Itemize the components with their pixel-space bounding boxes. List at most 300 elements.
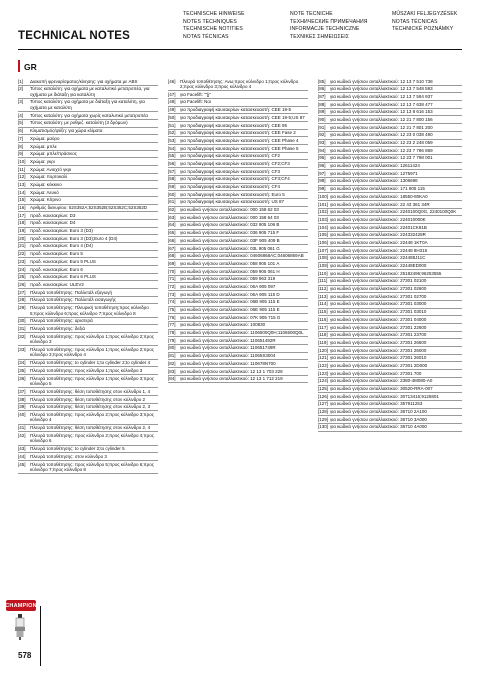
champion-logo bbox=[6, 600, 36, 611]
page-number: 578 bbox=[18, 651, 32, 660]
note-text: για κωδικό γνήσιου ανταλλακτικού: 2380-4M080-A0 bbox=[330, 378, 433, 384]
note-row bbox=[168, 91, 308, 99]
note-text: για κωδικό γνήσιου ανταλλακτικού: 224332428R bbox=[330, 232, 426, 238]
note-row bbox=[168, 176, 308, 184]
note-row bbox=[168, 360, 308, 368]
note-text: για κωδικό γνήσιου ανταλλακτικού: 110651492R bbox=[180, 337, 276, 343]
note-text: προδ. καυσαερίων: Euro 6 PLUS bbox=[30, 274, 96, 280]
note-text: για κωδικό γνήσιου ανταλλακτικού: 12 23 7 798 001 bbox=[330, 155, 433, 161]
note-text: προδ. καυσαερίων: ULEV2 bbox=[30, 281, 84, 287]
note-row bbox=[318, 101, 462, 109]
note-text: για κωδικό γνήσιου ανταλλακτικού: 06E 905 115 E bbox=[180, 307, 280, 313]
note-number: [25] bbox=[18, 274, 26, 280]
note-text: για προδιαγραφή καυσαερίων κατασκευαστή: CEE Phase 5 bbox=[180, 145, 299, 151]
note-number: [51] bbox=[168, 122, 176, 128]
note-number: [110] bbox=[318, 270, 328, 276]
note-number: [111] bbox=[318, 278, 328, 284]
note-number: [74] bbox=[168, 299, 176, 305]
note-row bbox=[18, 99, 158, 112]
note-text: Πλευρά τοποθέτησης: Παλλετάλ εισαγωγής bbox=[30, 297, 117, 303]
note-number: [22] bbox=[18, 251, 26, 257]
note-text: για κωδικό γνήσιου ανταλλακτικού: 36710 4A000 bbox=[330, 424, 427, 430]
note-row bbox=[318, 386, 462, 394]
note-number: [75] bbox=[168, 307, 176, 313]
note-text: για κωδικό γνήσιου ανταλλακτικού: 25182496;96253555 bbox=[330, 270, 442, 276]
note-row bbox=[318, 370, 462, 378]
note-number: [10] bbox=[18, 158, 26, 164]
note-text: Τύπος καταλύτη: για οχήματα χωρίς καταλυτικό μετατροπέα bbox=[30, 112, 148, 118]
note-row bbox=[168, 214, 308, 222]
note-number: [20] bbox=[18, 235, 26, 241]
language-code: GR bbox=[24, 62, 37, 72]
note-text: για κωδικό γνήσιου ανταλλακτικού: 12 21 7 800 156 bbox=[330, 116, 433, 122]
note-number: [91] bbox=[318, 124, 326, 130]
note-number: [30] bbox=[18, 318, 26, 324]
note-text: για προδιαγραφή καυσαερίων κατασκευαστή: CF3 bbox=[180, 168, 280, 174]
note-row bbox=[318, 309, 462, 317]
note-number: [33] bbox=[18, 346, 26, 352]
note-text: για κωδικό γνήσιου ανταλλακτικού: 27301 26010 bbox=[330, 355, 427, 361]
note-number: [39] bbox=[18, 404, 26, 410]
note-number: [99] bbox=[318, 186, 326, 192]
note-text: για κωδικό γνήσιου ανταλλακτικού: 03F 905 409 B bbox=[180, 237, 280, 243]
note-row bbox=[18, 404, 158, 412]
note-row bbox=[168, 160, 308, 168]
note-text: για κωδικό γνήσιου ανταλλακτικού: 18550-80KA0 bbox=[330, 193, 428, 199]
note-number: [108] bbox=[318, 255, 329, 261]
note-number: [36] bbox=[18, 375, 26, 381]
note-number: [55] bbox=[168, 153, 176, 159]
note-row bbox=[18, 166, 158, 174]
note-row bbox=[168, 130, 308, 138]
note-number: [89] bbox=[318, 109, 326, 115]
note-number: [66] bbox=[168, 237, 176, 243]
note-text: προδ. καυσαερίων: Euro 4 (D4) bbox=[30, 243, 93, 249]
note-number: [57] bbox=[168, 168, 176, 174]
note-row bbox=[318, 78, 462, 86]
note-row bbox=[168, 245, 308, 253]
note-text: Πλευρά τοποθέτησης: Ανω;προς κύλινδρο 1;προς κύλινδρο 2;προς κύλινδρο 3;προς κύλινδρο 4 bbox=[180, 78, 299, 90]
note-number: [64] bbox=[168, 222, 176, 228]
note-text: για κωδικό γνήσιου ανταλλακτικού: 30520-RRA-007 bbox=[330, 386, 433, 391]
note-text: για προδιαγραφή καυσαερίων κατασκευαστή: US 87 bbox=[180, 199, 284, 205]
note-number: [62] bbox=[168, 207, 176, 213]
note-number: [95] bbox=[318, 155, 326, 161]
note-row bbox=[318, 278, 462, 286]
note-number: [127] bbox=[318, 401, 329, 407]
note-text: για κωδικό γνήσιου ανταλλακτικού: 06B 905 115 E bbox=[180, 299, 280, 305]
note-row bbox=[18, 346, 158, 359]
note-row bbox=[168, 107, 308, 115]
note-row bbox=[168, 99, 308, 107]
note-row bbox=[318, 362, 462, 370]
note-text: για κωδικό γνήσιου ανταλλακτικού: 27301 26000 bbox=[330, 347, 427, 353]
note-row bbox=[318, 155, 462, 163]
note-row bbox=[168, 237, 308, 245]
note-number: [77] bbox=[168, 322, 176, 328]
note-number: [70] bbox=[168, 268, 176, 274]
header-language-label: INFORMACJE TECHNICZNE bbox=[290, 26, 360, 33]
note-number: [107] bbox=[318, 247, 329, 253]
note-text: για κωδικό γνήσιου ανταλλακτικού: 30713416;9125801 bbox=[330, 393, 439, 399]
note-row bbox=[318, 316, 462, 324]
header-language-label: TECHNISCHE HINWEISE bbox=[183, 11, 245, 17]
note-row bbox=[168, 376, 308, 384]
note-row bbox=[168, 307, 308, 315]
note-row bbox=[318, 255, 462, 263]
note-text: για κωδικό γνήσιου ανταλλακτικού: 22 43 361 34R bbox=[330, 201, 430, 207]
note-row bbox=[18, 360, 158, 368]
note-text: Χρώμα: γκρι bbox=[30, 158, 55, 164]
note-number: [102] bbox=[318, 209, 329, 215]
note-text: για κωδικό γνήσιου ανταλλακτικού: 12 23 7 786 869 bbox=[330, 147, 433, 153]
note-row bbox=[18, 281, 158, 289]
note-text: Πλευρά τοποθέτησης: to cylinder 1;to cylinder 2;to cylinder 4 bbox=[30, 360, 151, 366]
note-row bbox=[318, 93, 462, 101]
note-text: Χρώμα: πορτοκαλί bbox=[30, 174, 68, 180]
note-row bbox=[318, 163, 462, 171]
note-row bbox=[18, 158, 158, 166]
note-number: [112] bbox=[318, 286, 328, 292]
note-row bbox=[168, 207, 308, 215]
note-text: για προδιαγραφή καυσαερίων κατασκευαστή: CEE Fase 2 bbox=[180, 130, 296, 136]
note-text: Πλευρά τοποθέτησης: στον κύλινδρο 3 bbox=[30, 453, 107, 459]
note-row bbox=[18, 432, 158, 445]
note-row bbox=[18, 212, 158, 220]
note-row bbox=[318, 270, 462, 278]
note-number: [117] bbox=[318, 324, 328, 330]
note-text: για κωδικό γνήσιου ανταλλακτικού: 12 13 7 638 477 bbox=[330, 101, 433, 107]
note-number: [1] bbox=[18, 78, 24, 84]
note-text: για κωδικό γνήσιου ανταλλακτικού: 22448 1KT0A bbox=[330, 239, 428, 245]
note-number: [6] bbox=[18, 128, 24, 134]
note-row bbox=[168, 153, 308, 161]
note-number: [128] bbox=[318, 409, 329, 415]
note-number: [124] bbox=[318, 378, 329, 384]
note-text: για Facelift: ""jj" bbox=[180, 91, 211, 97]
note-row bbox=[318, 339, 462, 347]
note-text: προδ. καυσαερίων: Euro 5 bbox=[30, 251, 83, 257]
note-number: [42] bbox=[18, 432, 26, 438]
note-number: [23] bbox=[18, 258, 26, 264]
note-text: για κωδικό γνήσιου ανταλλακτικού: 04606868AC;04606869AB bbox=[180, 253, 304, 259]
note-row bbox=[318, 247, 462, 255]
note-row bbox=[18, 297, 158, 305]
note-row bbox=[318, 263, 462, 271]
note-number: [76] bbox=[168, 314, 176, 320]
note-number: [17] bbox=[18, 212, 26, 218]
note-row bbox=[18, 325, 158, 333]
note-text: για κωδικό γνήσιου ανταλλακτικού: 07K 905 715 G bbox=[180, 314, 281, 320]
note-text: για κωδικό γνήσιου ανταλλακτικού: 224010000K bbox=[330, 216, 426, 222]
note-text: για κωδικό γνήσιου ανταλλακτικού: 06A 905 097 bbox=[180, 283, 276, 289]
note-row bbox=[168, 291, 308, 299]
note-text: Χρώμα: μπλε/πράσινος bbox=[30, 151, 77, 157]
note-row bbox=[318, 132, 462, 140]
note-text: για κωδικό γνήσιου ανταλλακτικού: 27301 03010 bbox=[330, 309, 427, 315]
note-row bbox=[18, 120, 158, 128]
note-row bbox=[168, 314, 308, 322]
note-text: για κωδικό γνήσιου ανταλλακτικού: 059 963 319 bbox=[180, 276, 276, 282]
note-row bbox=[18, 112, 158, 120]
note-text: για κωδικό γνήσιου ανταλλακτικού: 22401CK81B bbox=[330, 224, 427, 230]
note-text: Πλευρά τοποθέτησης: θέση τοποθέτησης στον κύλινδρο 2, 4 bbox=[30, 425, 151, 431]
note-number: [90] bbox=[318, 116, 326, 122]
note-number: [38] bbox=[18, 396, 26, 402]
note-number: [106] bbox=[318, 239, 329, 245]
note-row bbox=[318, 239, 462, 247]
note-text: Χρώμα: Λευκό bbox=[30, 189, 59, 195]
note-number: [119] bbox=[318, 339, 328, 345]
note-text: για κωδικό γνήσιου ανταλλακτικού: 058 905 101 A bbox=[180, 260, 280, 266]
note-row bbox=[18, 151, 158, 159]
note-number: [71] bbox=[168, 276, 176, 282]
note-text: Πλευρά τοποθέτησης: Πλευρική τοποθέτηση;προς κύλινδρο 5;προς κύλινδρο 6;προς κύλινδρο 7;προς κύλινδρο 8 bbox=[30, 304, 149, 316]
note-number: [31] bbox=[18, 325, 26, 331]
note-number: [44] bbox=[18, 453, 26, 459]
note-text: για κωδικό γνήσιου ανταλλακτικού: 12 23 2 248 059 bbox=[330, 140, 433, 145]
note-row bbox=[18, 333, 158, 346]
note-number: [35] bbox=[18, 367, 26, 373]
note-text: Τύπος καταλύτη: για οχήματα με καταλυτικό μετατροπέα, για οχήματα με διάταξη για καταλύτη bbox=[30, 86, 150, 97]
note-text: για κωδικό γνήσιου ανταλλακτικού: 27301 02100 bbox=[330, 278, 427, 284]
note-row bbox=[318, 201, 462, 209]
note-text: προδ. καυσαερίων: D4 bbox=[30, 220, 76, 226]
note-text: Χρώμα: μπλε bbox=[30, 143, 57, 149]
note-text: για προδιαγραφή καυσαερίων κατασκευαστή: CEE 19-5 bbox=[180, 107, 291, 113]
notes-column-1 bbox=[18, 78, 158, 474]
note-row bbox=[18, 289, 158, 297]
note-number: [98] bbox=[318, 178, 326, 184]
brand-name: CHAMPION bbox=[5, 602, 37, 609]
note-number: [5] bbox=[18, 120, 24, 126]
note-row bbox=[318, 140, 462, 148]
note-number: [46] bbox=[168, 78, 176, 84]
note-text: Τύπος καταλύτη: με ρυθμιζ. καταλύτη (3 δρόμων) bbox=[30, 120, 128, 126]
note-number: [45] bbox=[18, 461, 26, 467]
note-number: [83] bbox=[168, 368, 176, 374]
note-row bbox=[18, 266, 158, 274]
note-row bbox=[168, 299, 308, 307]
note-text: για κωδικό γνήσιου ανταλλακτικού: 059 905 061 H bbox=[180, 268, 280, 274]
note-number: [53] bbox=[168, 137, 176, 143]
note-row bbox=[18, 220, 158, 228]
note-row bbox=[18, 375, 158, 388]
note-row bbox=[168, 199, 308, 207]
note-number: [84] bbox=[168, 376, 176, 382]
note-row bbox=[168, 114, 308, 122]
note-number: [3] bbox=[18, 99, 24, 105]
note-text: για κωδικό γνήσιου ανταλλακτικού: 27301 23700 bbox=[330, 332, 427, 338]
note-text: για προδιαγραφή καυσαερίων κατασκευαστή: CF2;CF3 bbox=[180, 160, 290, 166]
note-number: [87] bbox=[318, 93, 326, 99]
note-number: [126] bbox=[318, 393, 329, 399]
note-number: [48] bbox=[168, 99, 176, 105]
note-number: [9] bbox=[18, 151, 24, 157]
footer-divider bbox=[40, 606, 41, 666]
note-text: για κωδικό γνήσιου ανταλλακτικού: 12 13 7 548 593 bbox=[330, 86, 433, 92]
note-text: Χρώμα: Ανοιχτό γκρι bbox=[30, 166, 72, 172]
note-number: [125] bbox=[318, 386, 329, 391]
note-number: [103] bbox=[318, 216, 329, 222]
note-row bbox=[168, 337, 308, 345]
note-row bbox=[318, 216, 462, 224]
note-row bbox=[18, 396, 158, 404]
note-row bbox=[18, 86, 158, 99]
note-number: [130] bbox=[318, 424, 329, 430]
note-number: [92] bbox=[318, 132, 326, 138]
note-row bbox=[18, 453, 158, 461]
note-text: Πλευρά τοποθέτησης: προς κύλινδρο 2;προς κύλινδρο 4;προς κύλινδρο 6 bbox=[30, 432, 154, 444]
note-row bbox=[168, 191, 308, 199]
header-language-label: NOTAS TÉCNICAS bbox=[183, 33, 229, 40]
header-language-label: TECHNICKÉ POZNÁMKY bbox=[392, 26, 454, 33]
note-text: για κωδικό γνήσιου ανταλλακτικού: 12 13 7 594 937 bbox=[330, 93, 433, 99]
note-text: για κωδικό γνήσιου ανταλλακτικού: 224488J11C bbox=[330, 255, 426, 261]
note-text: για προδιαγραφή καυσαερίων κατασκευαστή: CEE 95 bbox=[180, 122, 287, 128]
note-number: [69] bbox=[168, 260, 176, 266]
note-row bbox=[18, 388, 158, 396]
note-text: Πλευρά τοποθέτησης: προς κύλινδρο 1;προς κύλινδρο 2;προς κύλινδρο 3 bbox=[30, 333, 154, 345]
note-text: για κωδικό γνήσιου ανταλλακτικού: 36710 3A000 bbox=[330, 416, 427, 422]
note-text: Πλευρά τοποθέτησης: προς κύλινδρο 5;προς κύλινδρο 6;προς κύλινδρο 7;προς κύλινδρο 8 bbox=[30, 461, 154, 473]
note-row bbox=[168, 322, 308, 330]
note-number: [79] bbox=[168, 337, 176, 343]
note-row bbox=[168, 230, 308, 238]
note-text: για κωδικό γνήσιου ανταλλακτικού: 1106500Q0H;1106500Q0L bbox=[180, 330, 304, 336]
note-text: για κωδικό γνήσιου ανταλλακτικού: 100830 bbox=[180, 322, 266, 328]
note-row bbox=[318, 378, 462, 386]
note-row bbox=[318, 393, 462, 401]
note-row bbox=[318, 224, 462, 232]
note-row bbox=[168, 122, 308, 130]
note-number: [21] bbox=[18, 243, 26, 249]
note-row bbox=[318, 86, 462, 94]
note-text: για κωδικό γνήσιου ανταλλακτικού: 12 13 1 712 219 bbox=[180, 376, 283, 382]
note-text: για κωδικό γνήσιου ανταλλακτικού: 22448ED000 bbox=[330, 263, 427, 268]
note-number: [58] bbox=[168, 176, 176, 182]
note-row bbox=[18, 411, 158, 424]
note-row bbox=[18, 446, 158, 454]
spark-plug-icon bbox=[10, 614, 30, 640]
header-languages-col-3 bbox=[392, 11, 457, 34]
note-number: [109] bbox=[318, 263, 329, 268]
note-number: [65] bbox=[168, 230, 176, 236]
note-text: για κωδικό γνήσιου ανταλλακτικού: 12 13 1 703 228 bbox=[180, 368, 283, 374]
note-row bbox=[168, 222, 308, 230]
note-number: [93] bbox=[318, 140, 326, 145]
note-text: Χρώμα: κόκκινο bbox=[30, 181, 62, 187]
header-language-label: ТЕХНИЧЕСКИЕ ПРИМЕЧАНИЯ bbox=[290, 18, 368, 25]
note-text: για κωδικό γνήσιου ανταλλακτικού: 110651749R bbox=[180, 345, 276, 351]
note-text: για κωδικό γνήσιου ανταλλακτικού: 27301 02600 bbox=[330, 286, 427, 292]
note-text: για κωδικό γνήσιου ανταλλακτικού: 27301 2D000 bbox=[330, 362, 428, 368]
note-row bbox=[18, 78, 158, 86]
note-number: [67] bbox=[168, 245, 176, 251]
note-number: [96] bbox=[318, 163, 326, 169]
note-number: [85] bbox=[318, 78, 326, 84]
language-marker bbox=[18, 60, 20, 72]
note-row bbox=[318, 293, 462, 301]
note-number: [37] bbox=[18, 388, 26, 394]
note-number: [113] bbox=[318, 293, 328, 299]
note-row bbox=[318, 186, 462, 194]
note-text: για κωδικό γνήσιου ανταλλακτικού: 000 158 64 03 bbox=[180, 214, 279, 220]
note-number: [122] bbox=[318, 362, 329, 368]
note-number: [4] bbox=[18, 112, 24, 118]
note-row bbox=[318, 124, 462, 132]
note-number: [52] bbox=[168, 130, 176, 136]
note-number: [15] bbox=[18, 197, 26, 203]
header-language-label: ΤΕΧΝΙΚΕΣ ΣΗΜΕΙΩΣΕΙΣ bbox=[290, 33, 350, 40]
note-text: για κωδικό γνήσιου ανταλλακτικού: 36710 2A100 bbox=[330, 409, 427, 415]
note-number: [18] bbox=[18, 220, 26, 226]
note-number: [94] bbox=[318, 147, 326, 153]
note-text: για προδιαγραφή καυσαερίων κατασκευαστή: CF2 bbox=[180, 153, 280, 159]
note-number: [118] bbox=[318, 332, 328, 338]
note-number: [43] bbox=[18, 446, 26, 452]
note-row bbox=[168, 78, 308, 91]
note-text: για κωδικό γνήσιου ανταλλακτικού: 11065S3004 bbox=[180, 353, 276, 359]
note-row bbox=[318, 301, 462, 309]
note-row bbox=[318, 401, 462, 409]
note-text: για κωδικό γνήσιου ανταλλακτικού: 110678N700 bbox=[180, 360, 276, 366]
note-number: [28] bbox=[18, 297, 26, 303]
note-row bbox=[18, 461, 158, 474]
note-text: για κωδικό γνήσιου ανταλλακτικού: 06A 905 115 D bbox=[180, 291, 280, 297]
note-number: [40] bbox=[18, 411, 26, 417]
note-row bbox=[168, 168, 308, 176]
note-row bbox=[168, 184, 308, 192]
note-number: [29] bbox=[18, 304, 26, 310]
note-text: για κωδικό γνήσιου ανταλλακτικού: 1275971 bbox=[330, 170, 418, 176]
note-number: [63] bbox=[168, 214, 176, 220]
note-number: [123] bbox=[318, 370, 329, 376]
note-row bbox=[318, 409, 462, 417]
note-text: Πλευρά τοποθέτησης: προς κύλινδρο 1;προς κύλινδρο 3 bbox=[30, 367, 143, 373]
note-number: [16] bbox=[18, 205, 26, 210]
note-number: [34] bbox=[18, 360, 26, 366]
note-row bbox=[318, 332, 462, 340]
note-text: για κωδικό γνήσιου ανταλλακτικού: 2240100Q0G, 2240100Q0K bbox=[330, 209, 457, 215]
note-text: Διακοπή φρεναρίσματος/κίνησης: για οχήματα με ABS bbox=[30, 78, 138, 84]
note-text: για κωδικό γνήσιου ανταλλακτικού: 12 13 7 510 738 bbox=[330, 78, 433, 84]
note-text: Πλευρά τοποθέτησης: προς κύλινδρο 1;προς κύλινδρο 2;προς κύλινδρο 3;προς κύλινδρο 4 bbox=[30, 346, 154, 358]
note-row bbox=[318, 286, 462, 294]
note-row bbox=[18, 135, 158, 143]
note-row bbox=[18, 235, 158, 243]
note-row bbox=[18, 189, 158, 197]
note-number: [104] bbox=[318, 224, 329, 230]
note-text: Πλευρά τοποθέτησης: θέση τοποθέτησης στον κύλινδρο 2, 3 bbox=[30, 404, 151, 410]
note-text: Κλιματισμός/ψύξη: για χώρα κλίματα bbox=[30, 128, 103, 134]
note-number: [120] bbox=[318, 347, 329, 353]
note-row bbox=[18, 174, 158, 182]
note-row bbox=[168, 368, 308, 376]
note-row bbox=[18, 128, 158, 136]
note-text: για κωδικό γνήσιου ανταλλακτικού: 12 13 8 616 153 bbox=[330, 109, 433, 115]
note-row bbox=[168, 137, 308, 145]
note-row bbox=[318, 424, 462, 432]
note-row bbox=[318, 147, 462, 155]
note-number: [80] bbox=[168, 345, 176, 351]
note-text: προδ. καυσαερίων: Euro 3 (D3) bbox=[30, 228, 93, 234]
note-number: [27] bbox=[18, 289, 26, 295]
header-languages-col-2 bbox=[290, 11, 368, 41]
note-number: [116] bbox=[318, 316, 328, 322]
note-row bbox=[18, 143, 158, 151]
note-number: [24] bbox=[18, 266, 26, 272]
